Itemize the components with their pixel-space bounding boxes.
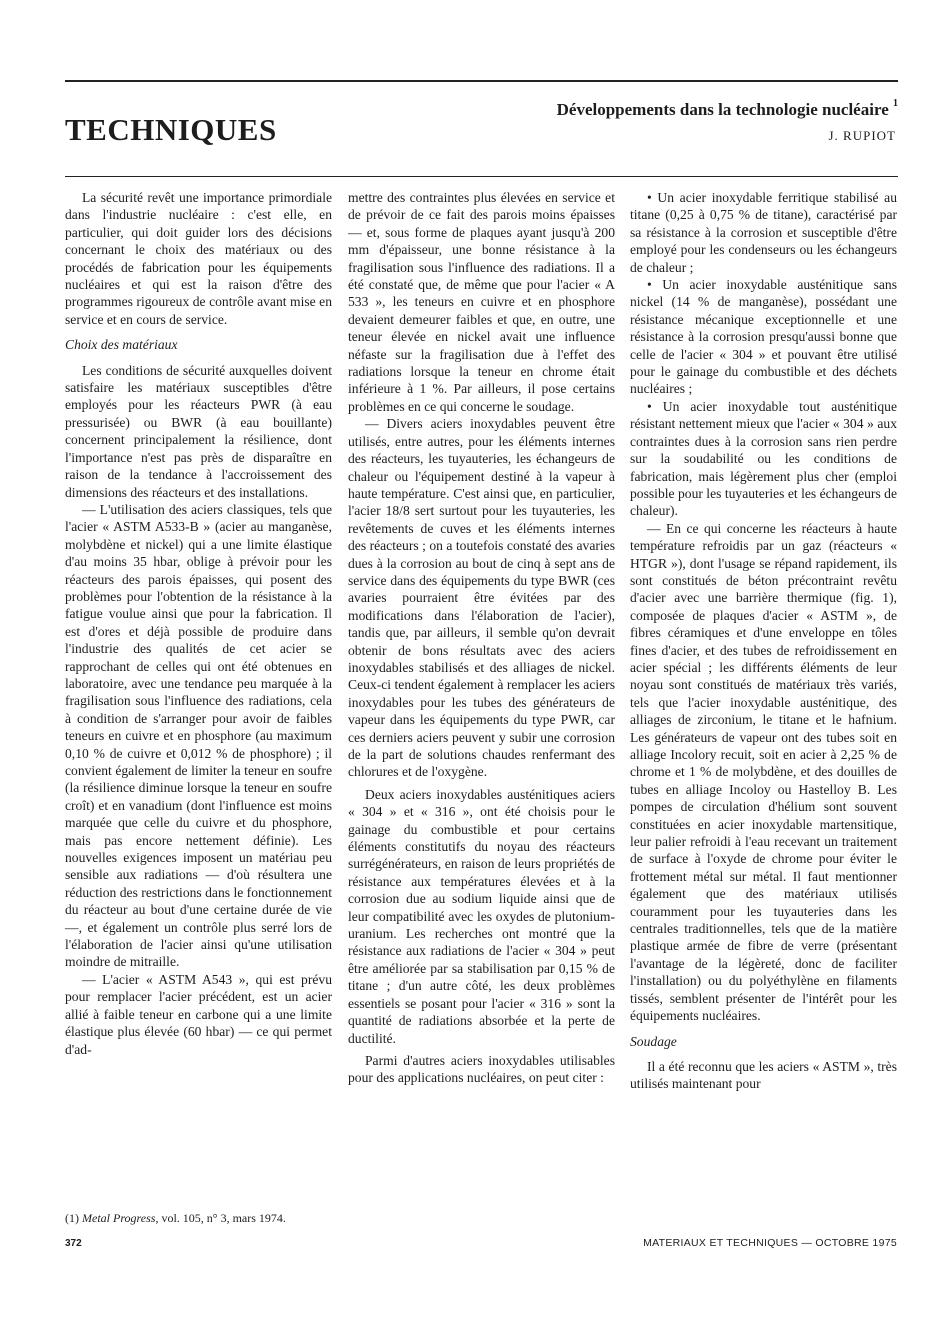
section-title: TECHNIQUES	[65, 112, 277, 147]
footnote-details: , vol. 105, n° 3, mars 1974.	[155, 1211, 286, 1225]
paragraph: Parmi d'autres aciers inoxydables utilisables pour des applications nucléaires, on peut citer :	[348, 1052, 615, 1086]
paragraph: — Divers aciers inoxydables peuvent être utilisés, entre autres, pour les éléments internes des réacteurs, les tuyauteries, les échangeurs de chaleur ou l'équipement destiné à la vapeur à haute température. C'est ainsi que, en particulier, l'acier 18/8 sert surtout pour les tuyauteries, les revêtements de cuves et les éléments internes des réacteurs ; on a toutefois constaté des avaries dues à la corrosion au bout de cinq à sept ans de service dans des équipements du type BWR (ces avaries pourraient être évitées par des modifications dans l'élaboration de l'acier), tandis que, par ailleurs, il semble qu'on devrait obtenir de bons résultats avec des aciers inoxydables stabilisés et des alliages de nickel. Ceux-ci tendent également à remplacer les aciers inoxydables pour les tubes des générateurs de vapeur dans les équipements du type PWR, car ces derniers aciers peuvent y subir une corrosion de la part de solutions chaudes renfermant des chlorures et de l'oxygène.	[348, 416, 615, 780]
paragraph: — L'utilisation des aciers classiques, tels que l'acier « ASTM A533-B » (acier au manganèse, molybdène et nickel) qui a une limite élastique d'au moins 35 hbar, oblige à prévoir pour les réacteurs des parois épaisses, qui posent des problèmes pour l'obtention de la résistance à la fatigue voulue ainsi que pour la fabrication. Il est d'ores et déjà possible de produire dans l'industrie des qualités de cet acier se rapprochant de celles qui ont été obtenues en laboratoire, avec une tendance peu marquée à la fragilisation sous l'influence des radiations, cela à condition de s'arranger pour avoir de faibles teneurs en cuivre et en phosphore (au maximum 0,10 % de cuivre et 0,012 % de phosphore) ; il convient également de limiter la teneur en soufre (la résilience diminue lorsque la teneur en soufre croît) et en vanadium (dont l'influence est moins marquée que celle du cuivre et du phosphore, mais pas encore nettement définie). Les nouvelles exigences imposent un matériau peu sensible aux radiations — d'où résultera une réduction des restrictions dans le fonctionnement du réacteur au bout d'une certaine durée de vie —, et également un contrôle plus serré lors de l'élaboration de l'acier ainsi qu'une utilisation moindre de mitraille.	[65, 501, 332, 970]
paragraph: mettre des contraintes plus élevées en service et de prévoir de ce fait des parois moins épaisses — et, sous forme de plaques ayant jusqu'à 200 mm d'épaisseur, une bonne résistance à la fragilisation sous l'influence des radiations. Il a été constaté que, de même que pour l'acier « A 533 », les teneurs en cuivre et en phosphore devaient demeurer faibles et que, en outre, une teneur élevée en nickel avait une influence néfaste sur la fragilisation due à l'effet des radiations lorsque la teneur en chrome était inférieure à 1 %. Par ailleurs, il pose certains problèmes en ce qui concerne le soudage.	[348, 190, 615, 414]
paragraph: — L'acier « ASTM A543 », qui est prévu pour remplacer l'acier précédent, est un acier allié à faible teneur en carbone qui a une limite élastique plus élevée (60 hbar) — ce qui permet d'ad-	[65, 971, 332, 1057]
footnote-reference: 1	[893, 98, 898, 110]
subheading-soudage: Soudage	[630, 1033, 677, 1049]
header-bottom-rule	[65, 176, 898, 177]
text-column-2	[348, 189, 615, 1087]
text-column-3	[630, 189, 897, 1093]
bullet-paragraph: • Un acier inoxydable austénitique sans nickel (14 % de manganèse), possédant une résistance mécanique exceptionnelle et une résistance à la corrosion presqu'aussi bonne que celle de l'acier « 304 » et pouvant être utilisé pour le gainage du combustible et des déchets nucléaires ;	[630, 277, 897, 397]
header-top-rule	[65, 80, 898, 82]
paragraph: Il a été reconnu que les aciers « ASTM », très utilisés maintenant pour	[630, 1058, 897, 1092]
page-number: 372	[65, 1238, 82, 1249]
paragraph: La sécurité revêt une importance primordiale dans l'industrie nucléaire : c'est elle, en particulier, qui doit guider lors des décisions concernant le choix des matériaux ou des procédés de fabrication pour les équipements nucléaires et qui est la raison d'être des programmes rigoureux de contrôle avant mise en service et en cours de service.	[65, 190, 332, 327]
bullet-paragraph: • Un acier inoxydable ferritique stabilisé au titane (0,25 à 0,75 % de titane), caractérisé par sa résistance à la corrosion et susceptible d'être employé pour les condenseurs ou les échangeurs de chaleur ;	[630, 190, 897, 275]
text-column-1	[65, 189, 332, 1058]
footnote-source: Metal Progress	[82, 1211, 156, 1225]
article-title	[557, 100, 898, 120]
footnote-marker: (1)	[65, 1211, 79, 1225]
bullet-paragraph: • Un acier inoxydable tout austénitique résistant nettement mieux que l'acier « 304 » aux contraintes dues à la corrosion sans rien perdre sur la soudabilité ou les conditions de fabrication, mais légèrement plus cher (emploi possible pour les tuyauteries et les échangeurs de chaleur).	[630, 398, 897, 519]
subheading-choix-des-materiaux: Choix des matériaux	[65, 337, 178, 353]
footnote	[65, 1211, 332, 1226]
author-name: J. RUPIOT	[828, 128, 896, 143]
article-title-text: Développements dans la technologie nucléaire	[556, 100, 889, 119]
paragraph: Deux aciers inoxydables austénitiques aciers « 304 » et « 316 », ont été choisis pour le gainage du combustible et pour certains éléments constitutifs du noyau des réacteurs surrégénérateurs, en raison de leurs propriétés de résistance aux températures élevées et à la corrosion due au sodium liquide ainsi que de leur compatibilité avec les oxydes de plutonium-uranium. Les recherches ont montré que la résistance aux radiations de l'acier « 304 » peut être améliorée par sa stabilisation par 0,15 % de titane ; d'un autre côté, les deux problèmes essentiels se posant pour l'acier « 316 » sont la quantité de radiations absorbée et la perte de ductilité.	[348, 786, 615, 1046]
journal-footer: MATERIAUX ET TECHNIQUES — OCTOBRE 1975	[643, 1237, 897, 1249]
paragraph: — En ce qui concerne les réacteurs à haute température refroidis par un gaz (réacteurs « HTGR »), dont l'usage se répand rapidement, ils sont constitués de béton précontraint revêtu d'acier avec une barrière thermique (fig. 1), composée de plaques d'acier « ASTM », de fibres céramiques et d'une enveloppe en tôles fines d'acier, et des tubes de refroidissement en acier spécial ; les différents éléments de leur noyau sont constitués de matériaux très variés, tels que l'acier inoxydable austénitique, des alliages de zirconium, le titane et le hafnium. Les générateurs de vapeur ont des tubes soit en alliage Incolory recuit, soit en acier à 2,25 % de chrome et 1 % de molybdène, et des douilles de tubes en alliage Incoloy ou Hastelloy B. Les pompes de circulation d'hélium sont souvent constituées en acier inoxydable martensitique, leur palier refroidi à l'eau recevant un traitement de surface à l'oxyde de chrome pour éviter le frottement métal sur métal. Il faut mentionner également que des matériaux utilisés couramment pour les tuyauteries dans les centrales traditionnelles, tels que de la matière plastique armée de fibre de verre (présentant l'avantage de la légèreté, donc de faciliter l'installation) ou du polyéthylène en filaments tissés, semblent présenter de l'intérêt pour les équipements nucléaires.	[630, 520, 897, 1024]
paragraph: Les conditions de sécurité auxquelles doivent satisfaire les matériaux susceptibles d'être employés pour les réacteurs PWR (à eau pressurisée) ou BWR (à eau bouillante) concernent principalement la résilience, dont l'importance n'est pas près de disparaître en raison de la tendance à l'accroissement des dimensions des réacteurs et des installations.	[65, 362, 332, 500]
